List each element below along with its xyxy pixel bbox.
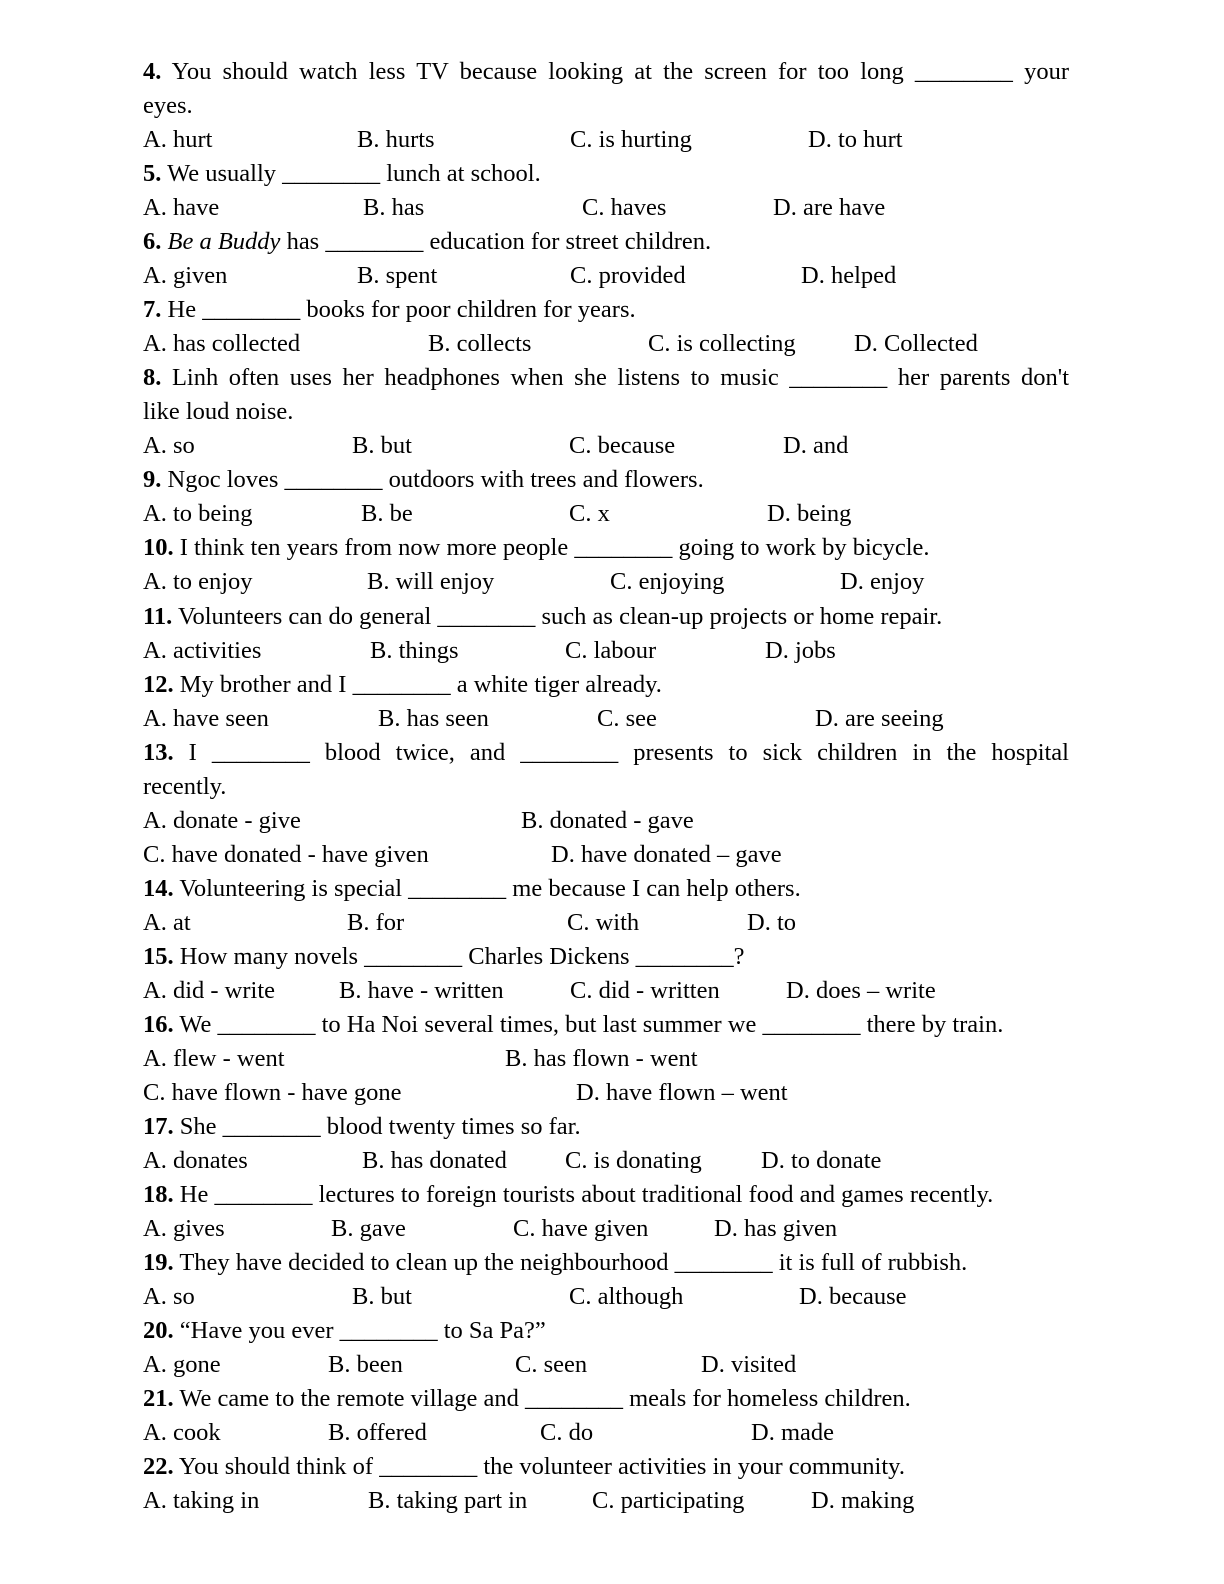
- option-a: A. to enjoy: [143, 568, 253, 595]
- question-stem: She ________ blood twenty times so far.: [179, 1113, 581, 1140]
- question-stem-continued: recently.: [143, 773, 227, 800]
- option-a: A. so: [143, 1283, 195, 1310]
- option-d: D. helped: [801, 262, 897, 289]
- question-stem: My brother and I ________ a white tiger already.: [179, 671, 662, 698]
- question-number: 19.: [143, 1249, 174, 1276]
- question-number: 17.: [143, 1113, 174, 1140]
- option-a: A. hurt: [143, 126, 213, 153]
- question-number: 22.: [143, 1453, 174, 1480]
- option-c: C. with: [567, 909, 640, 936]
- option-c: C. provided: [570, 262, 686, 289]
- question-number: 11.: [143, 603, 173, 630]
- option-a: A. gives: [143, 1215, 225, 1242]
- option-c: C. have donated - have given: [143, 841, 429, 868]
- question-number: 4.: [143, 58, 162, 85]
- option-b: B. donated - gave: [521, 807, 694, 834]
- option-a: A. at: [143, 909, 191, 936]
- option-b: B. has flown - went: [505, 1045, 698, 1072]
- option-d: D. because: [799, 1283, 907, 1310]
- option-b: B. has donated: [362, 1147, 507, 1174]
- question-number: 5.: [143, 160, 162, 187]
- option-d: D. to: [747, 909, 796, 936]
- question-12: [143, 668, 1069, 702]
- question-stem-continued: eyes.: [143, 92, 193, 119]
- question-stem: “Have you ever ________ to Sa Pa?”: [179, 1317, 546, 1344]
- option-b: B. spent: [357, 262, 438, 289]
- option-a: A. to being: [143, 500, 253, 527]
- option-d: D. are have: [773, 194, 886, 221]
- question-stem: I ________ blood twice, and ________ presents to sick children in the hospital: [188, 739, 1069, 766]
- option-c: C. x: [569, 500, 610, 527]
- option-c: C. do: [540, 1419, 594, 1446]
- question-number: 7.: [143, 296, 162, 323]
- option-d: D. have donated – gave: [551, 841, 782, 868]
- question-number: 16.: [143, 1011, 174, 1038]
- option-c: C. labour: [565, 637, 657, 664]
- option-b: B. for: [347, 909, 405, 936]
- question-22: [143, 1450, 1069, 1484]
- question-number: 21.: [143, 1385, 174, 1412]
- option-d: D. has given: [714, 1215, 838, 1242]
- option-b: B. offered: [328, 1419, 427, 1446]
- question-number: 6.: [143, 228, 162, 255]
- option-b: B. hurts: [357, 126, 435, 153]
- option-d: D. made: [751, 1419, 834, 1446]
- question-stem: He ________ lectures to foreign tourists about traditional food and games recently.: [179, 1181, 994, 1208]
- question-stem: Ngoc loves ________ outdoors with trees and flowers.: [167, 466, 704, 493]
- option-a: A. did - write: [143, 977, 275, 1004]
- option-b: B. gave: [331, 1215, 406, 1242]
- option-c: C. because: [569, 432, 676, 459]
- question-21: [143, 1382, 1069, 1416]
- option-a: A. have: [143, 194, 220, 221]
- question-13: [143, 736, 1069, 770]
- option-d: D. jobs: [765, 637, 836, 664]
- question-15: [143, 940, 1069, 974]
- question-8: [143, 361, 1069, 395]
- option-a: A. activities: [143, 637, 262, 664]
- question-9: [143, 463, 1069, 497]
- question-17: [143, 1110, 1069, 1144]
- question-number: 8.: [143, 364, 162, 391]
- option-b: B. has: [363, 194, 425, 221]
- option-b: B. but: [352, 432, 412, 459]
- option-b: B. been: [328, 1351, 403, 1378]
- question-stem: You should think of ________ the volunteer activities in your community.: [178, 1453, 905, 1480]
- option-c: C. did - written: [570, 977, 720, 1004]
- option-a: A. has collected: [143, 330, 301, 357]
- option-d: D. does – write: [786, 977, 936, 1004]
- option-c: C. have flown - have gone: [143, 1079, 402, 1106]
- question-number: 14.: [143, 875, 174, 902]
- option-a: A. taking in: [143, 1487, 260, 1514]
- question-stem: Volunteers can do general ________ such as clean-up projects or home repair.: [177, 603, 943, 630]
- option-a: A. donate - give: [143, 807, 301, 834]
- question-8-continued: [143, 395, 1069, 429]
- option-c: C. have given: [513, 1215, 649, 1242]
- question-stem: Volunteering is special ________ me because I can help others.: [179, 875, 801, 902]
- option-a: A. donates: [143, 1147, 248, 1174]
- question-10: [143, 531, 1069, 565]
- question-13-continued: [143, 770, 1069, 804]
- question-stem: I think ten years from now more people ________ going to work by bicycle.: [179, 534, 930, 561]
- option-c: C. is hurting: [570, 126, 692, 153]
- question-7: [143, 293, 1069, 327]
- option-b: B. taking part in: [368, 1487, 528, 1514]
- option-b: B. has seen: [378, 705, 489, 732]
- option-d: D. Collected: [854, 330, 978, 357]
- question-stem: Linh often uses her headphones when she listens to music ________ her parents don't: [171, 364, 1070, 391]
- option-d: D. being: [767, 500, 852, 527]
- question-number: 15.: [143, 943, 174, 970]
- question-stem: has ________ education for street children.: [286, 228, 712, 255]
- question-stem: We usually ________ lunch at school.: [167, 160, 541, 187]
- question-stem-continued: like loud noise.: [143, 398, 294, 425]
- option-c: C. enjoying: [610, 568, 725, 595]
- question-number: 20.: [143, 1317, 174, 1344]
- question-19: [143, 1246, 1069, 1280]
- option-d: D. enjoy: [840, 568, 925, 595]
- option-d: D. to donate: [761, 1147, 882, 1174]
- option-c: C. is donating: [565, 1147, 702, 1174]
- question-stem: They have decided to clean up the neighbourhood ________ it is full of rubbish.: [179, 1249, 968, 1276]
- option-c: C. seen: [515, 1351, 588, 1378]
- option-c: C. is collecting: [648, 330, 796, 357]
- option-a: A. cook: [143, 1419, 221, 1446]
- option-d: D. to hurt: [808, 126, 903, 153]
- option-b: B. collects: [428, 330, 532, 357]
- question-number: 18.: [143, 1181, 174, 1208]
- question-stem: How many novels ________ Charles Dickens ________?: [179, 943, 745, 970]
- question-number: 10.: [143, 534, 174, 561]
- question-number: 13.: [143, 739, 174, 766]
- question-18: [143, 1178, 1069, 1212]
- option-d: D. visited: [701, 1351, 797, 1378]
- option-d: D. and: [783, 432, 849, 459]
- question-stem: We ________ to Ha Noi several times, but last summer we ________ there by train.: [179, 1011, 1004, 1038]
- option-b: B. be: [361, 500, 413, 527]
- question-11: [143, 600, 1069, 634]
- option-a: A. flew - went: [143, 1045, 285, 1072]
- question-4: [143, 55, 1069, 89]
- option-a: A. gone: [143, 1351, 221, 1378]
- option-a: A. given: [143, 262, 228, 289]
- option-b: B. will enjoy: [367, 568, 495, 595]
- question-number: 9.: [143, 466, 162, 493]
- option-c: C. participating: [592, 1487, 745, 1514]
- option-c: C. although: [569, 1283, 684, 1310]
- question-16: [143, 1008, 1069, 1042]
- program-name: Be a Buddy: [167, 228, 281, 255]
- option-d: D. are seeing: [815, 705, 944, 732]
- option-b: B. have - written: [339, 977, 504, 1004]
- option-c: C. see: [597, 705, 657, 732]
- option-d: D. making: [811, 1487, 915, 1514]
- option-a: A. so: [143, 432, 195, 459]
- question-6: [143, 225, 1069, 259]
- question-20: [143, 1314, 1069, 1348]
- question-4-continued: [143, 89, 1069, 123]
- option-a: A. have seen: [143, 705, 269, 732]
- question-14: [143, 872, 1069, 906]
- question-5: [143, 157, 1069, 191]
- option-b: B. but: [352, 1283, 412, 1310]
- question-stem: You should watch less TV because looking at the screen for too long ________ your: [171, 58, 1069, 85]
- option-c: C. haves: [582, 194, 667, 221]
- question-number: 12.: [143, 671, 174, 698]
- option-b: B. things: [370, 637, 459, 664]
- question-stem: We came to the remote village and ________ meals for homeless children.: [179, 1385, 911, 1412]
- question-stem: He ________ books for poor children for years.: [167, 296, 636, 323]
- option-d: D. have flown – went: [576, 1079, 788, 1106]
